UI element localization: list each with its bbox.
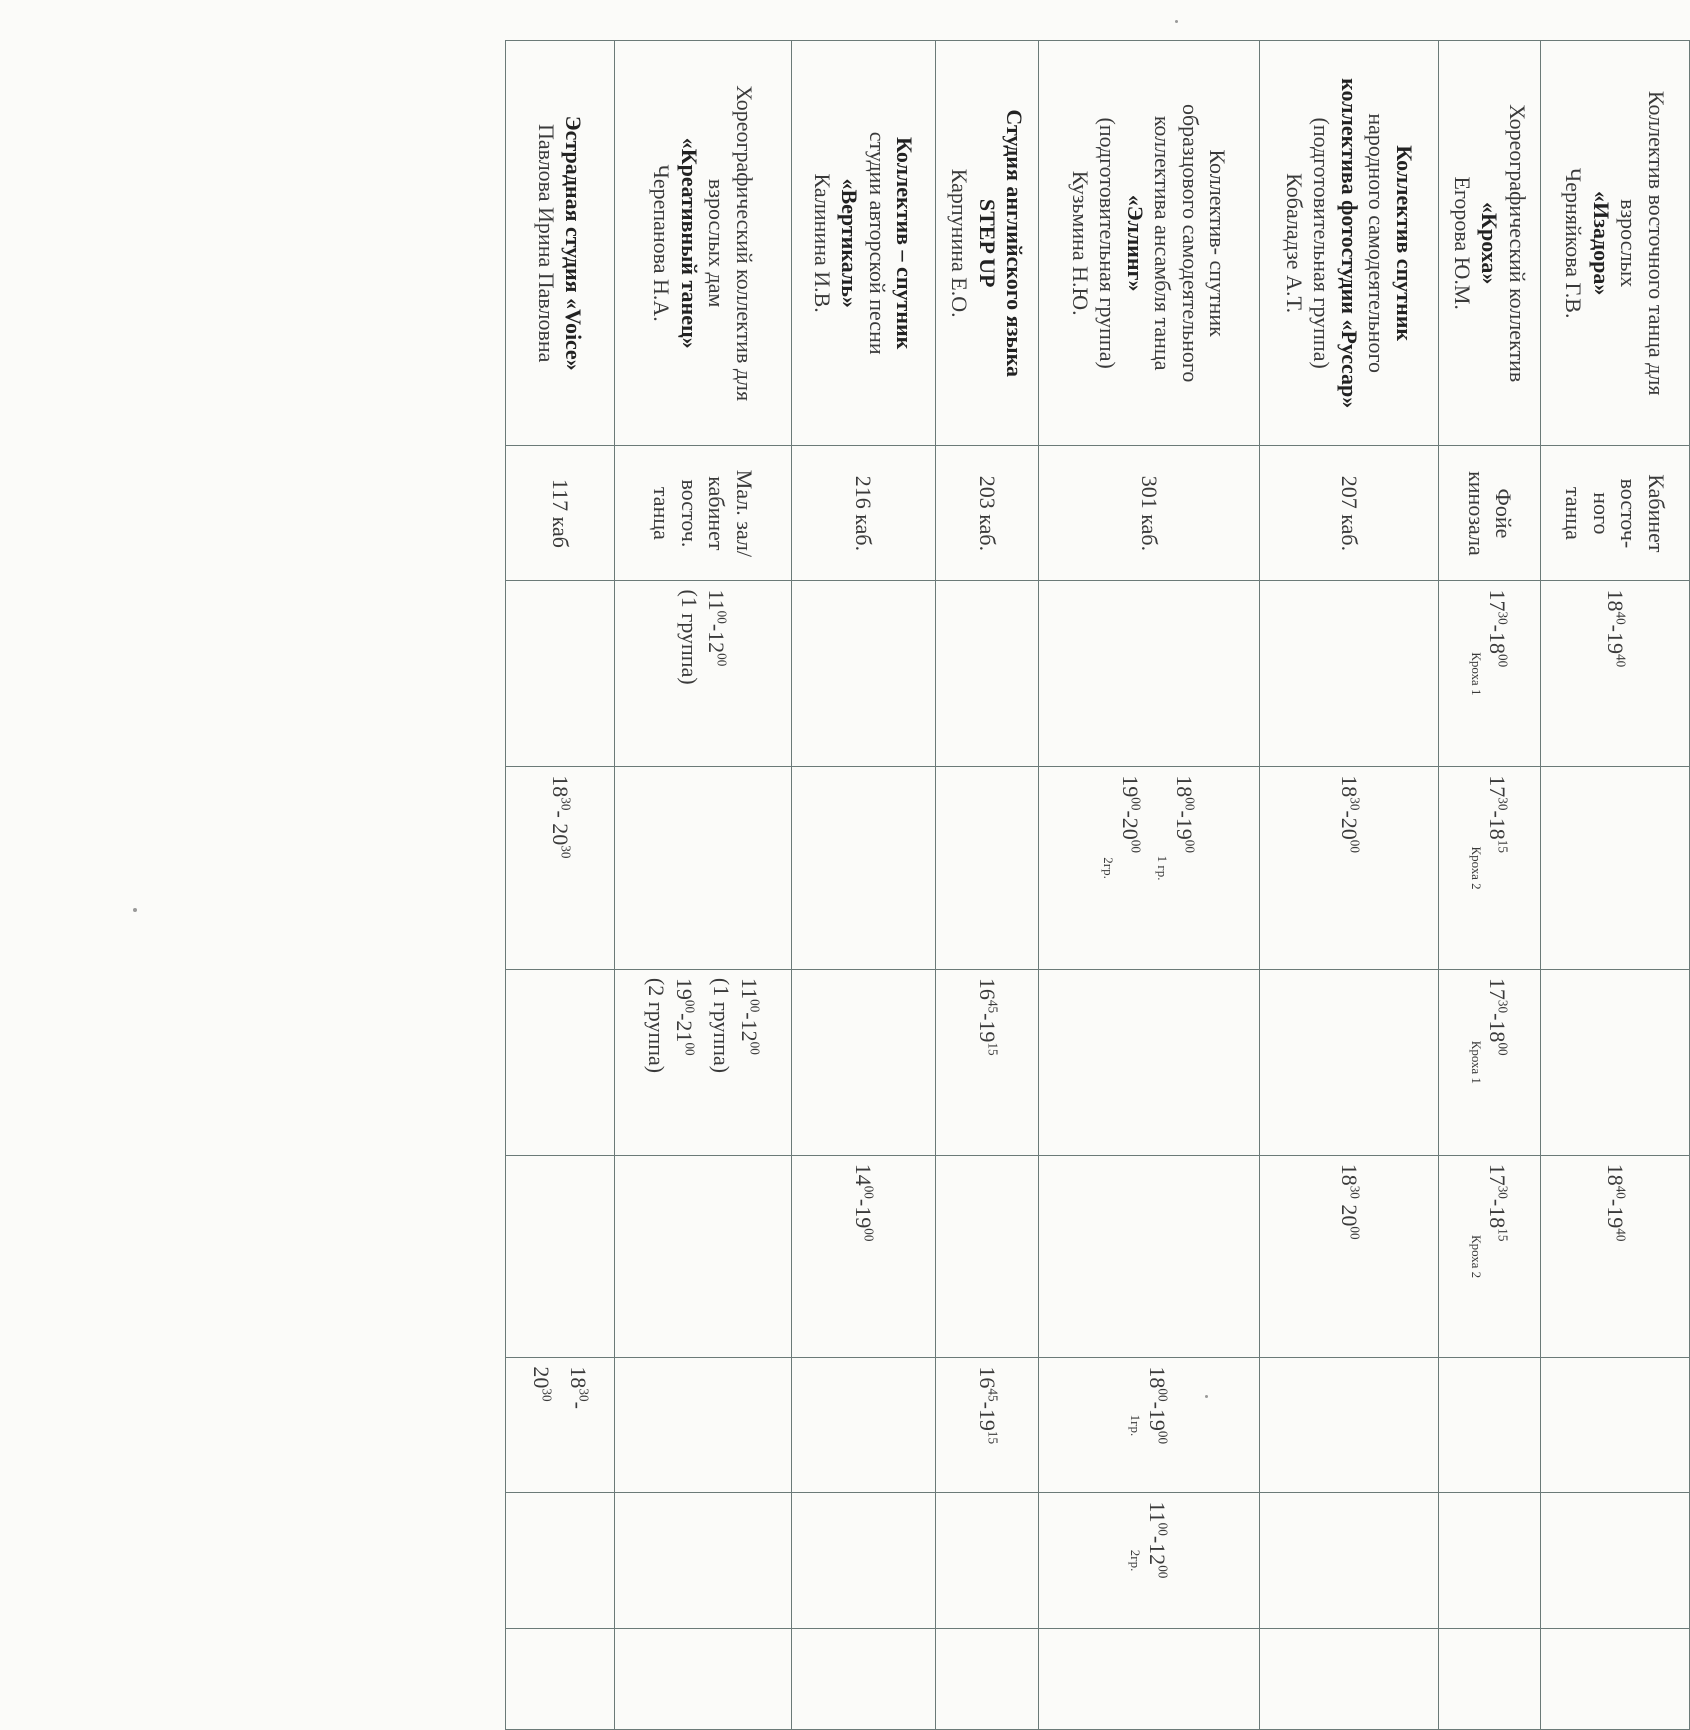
collective-line: Калинина И.В. (808, 49, 836, 437)
time-slot (1335, 1164, 1363, 1350)
time-slot (973, 978, 1001, 1147)
time-slot (1484, 775, 1512, 961)
group-note: Кроха 1 (1468, 589, 1484, 758)
room-cell (1260, 446, 1439, 581)
time-minutes: 30 (577, 1388, 592, 1401)
time-hours: -12 (737, 1012, 762, 1041)
time-cell (1038, 1628, 1260, 1729)
time-hours: 20 (1337, 1199, 1362, 1227)
time-hours: 18 (566, 1366, 591, 1388)
time-hours: 18 (1172, 775, 1197, 797)
time-cell (1038, 581, 1260, 767)
room-line: ного (1587, 454, 1615, 572)
time-hours: 19 (672, 978, 697, 1000)
time-slot (735, 978, 763, 1147)
time-slot (1335, 775, 1363, 961)
time-hours: 18 (1603, 589, 1628, 611)
room-line: восточ- (1615, 454, 1643, 572)
time-minutes: 30 (1496, 611, 1511, 624)
time-minutes: 00 (1496, 654, 1511, 667)
time-hours: 14 (851, 1164, 876, 1186)
slot-gap (1144, 775, 1154, 961)
group-note: Кроха 2 (1468, 775, 1484, 961)
room-cell (1038, 446, 1260, 581)
time-slot (1601, 589, 1629, 758)
collective-line: народного самодеятельного (1363, 49, 1391, 437)
time-hours: -18 (1485, 1013, 1510, 1042)
time-cell (1540, 1358, 1689, 1493)
collective-line: Коллектив- спутник (1204, 49, 1232, 437)
collective-line: коллектива ансамбля танца (1149, 49, 1177, 437)
collective-line: Егорова Ю.М. (1448, 49, 1476, 437)
time-minutes: 00 (1155, 1431, 1170, 1444)
time-hours: -19 (1145, 1402, 1170, 1431)
room-cell (1540, 446, 1689, 581)
time-cell (1038, 767, 1260, 970)
time-minutes: 00 (1155, 1388, 1170, 1401)
time-cell (506, 1358, 615, 1493)
group-note: Кроха 1 (1468, 978, 1484, 1147)
time-slot (1116, 775, 1144, 961)
room-line: восточ. (675, 454, 703, 572)
time-hours: -19 (975, 1013, 1000, 1042)
schedule-row (1038, 41, 1260, 1730)
collective-line: Черняйкова Г.В. (1560, 49, 1588, 437)
time-cell (614, 1493, 791, 1628)
schedule-row (791, 41, 936, 1730)
room-line: 117 каб (546, 454, 574, 572)
time-hours: 16 (975, 1366, 1000, 1388)
time-hours: -18 (1485, 810, 1510, 839)
time-minutes: 15 (985, 1042, 1000, 1055)
room-line: танца (1560, 454, 1588, 572)
room-line: 203 каб. (973, 454, 1001, 572)
time-cell (1439, 1628, 1541, 1729)
time-cell (1260, 1155, 1439, 1358)
schedule-row (506, 41, 615, 1730)
time-cell (1540, 1628, 1689, 1729)
time-hours: - 20 (548, 810, 573, 845)
time-minutes: 00 (1155, 1565, 1170, 1578)
collective-line: (подготовительная группа) (1308, 49, 1336, 437)
time-cell (506, 581, 615, 767)
schedule-row (614, 41, 791, 1730)
time-cell (1260, 969, 1439, 1155)
group-note: (1 группа) (708, 978, 736, 1147)
group-note: (1 группа) (675, 589, 703, 758)
time-cell (791, 767, 936, 970)
time-cell (936, 1358, 1038, 1493)
time-minutes: 00 (862, 1228, 877, 1241)
time-hours: 17 (1485, 1164, 1510, 1186)
time-hours: -19 (1603, 625, 1628, 654)
time-hours: 18 (1337, 775, 1362, 797)
time-cell (614, 1358, 791, 1493)
group-note: Кроха 2 (1468, 1164, 1484, 1350)
time-slot (850, 1164, 878, 1350)
collective-line: Студия английского языка (1001, 49, 1029, 437)
time-minutes: 00 (862, 1186, 877, 1199)
time-slot (670, 978, 698, 1147)
group-note: 1 гр. (1154, 775, 1170, 961)
time-cell (506, 1155, 615, 1358)
time-hours: -19 (975, 1402, 1000, 1431)
time-cell (791, 581, 936, 767)
time-cell (936, 1628, 1038, 1729)
time-hours: - (566, 1402, 591, 1409)
group-note: 2гр. (1100, 775, 1116, 961)
time-cell (936, 1493, 1038, 1628)
collective-line: «Кроха» (1476, 49, 1504, 437)
time-hours: -21 (672, 1013, 697, 1042)
time-cell (506, 969, 615, 1155)
time-cell (614, 969, 791, 1155)
collective-line: Черепанова Н.А. (648, 49, 676, 437)
time-hours: -12 (1145, 1536, 1170, 1565)
time-hours: 17 (1485, 978, 1510, 1000)
time-slot (1484, 978, 1512, 1147)
time-cell (936, 767, 1038, 970)
time-cell (791, 1493, 936, 1628)
time-cell (1439, 1358, 1541, 1493)
schedule-sheet (505, 40, 1690, 1730)
time-minutes: 00 (714, 653, 729, 666)
collective-cell (614, 41, 791, 446)
room-cell (614, 446, 791, 581)
time-minutes: 30 (1347, 1186, 1362, 1199)
time-cell (1038, 1493, 1260, 1628)
collective-line: «Эллинг» (1121, 49, 1149, 437)
room-line: Кабинет (1642, 454, 1670, 572)
time-minutes: 30 (558, 845, 573, 858)
time-slot (1484, 589, 1512, 758)
time-cell (1439, 1493, 1541, 1628)
time-hours: 11 (1145, 1501, 1170, 1522)
collective-line: «Изадора» (1587, 49, 1615, 437)
time-cell (1260, 1493, 1439, 1628)
time-hours: -18 (1485, 1199, 1510, 1228)
time-cell (1540, 1493, 1689, 1628)
time-minutes: 00 (714, 611, 729, 624)
time-hours: -20 (1337, 810, 1362, 839)
collective-line: Коллектив – спутник (891, 49, 919, 437)
time-cell (936, 581, 1038, 767)
time-hours: 17 (1485, 775, 1510, 797)
time-cell (1439, 581, 1541, 767)
time-minutes: 30 (1496, 1186, 1511, 1199)
time-minutes: 00 (1496, 1042, 1511, 1055)
collective-cell (1439, 41, 1541, 446)
time-cell (506, 1628, 615, 1729)
time-hours: -20 (1118, 810, 1143, 839)
room-cell (1439, 446, 1541, 581)
schedule-table (505, 40, 1690, 1730)
time-hours: -19 (1172, 810, 1197, 839)
time-slot (1143, 1366, 1171, 1484)
time-minutes: 30 (1496, 1000, 1511, 1013)
scan-speck (1205, 1395, 1208, 1398)
time-slot (703, 589, 731, 758)
time-slot (1143, 1501, 1171, 1619)
schedule-row (1439, 41, 1541, 1730)
time-cell (791, 1155, 936, 1358)
slot-gap (698, 978, 708, 1147)
collective-cell (1038, 41, 1260, 446)
collective-cell (1540, 41, 1689, 446)
collective-line: Коллектив восточного танца для (1642, 49, 1670, 437)
schedule-body (506, 41, 1690, 1730)
time-minutes: 00 (1347, 840, 1362, 853)
time-minutes: 00 (682, 1042, 697, 1055)
room-line: кабинет (703, 454, 731, 572)
time-cell (614, 581, 791, 767)
time-cell (614, 767, 791, 970)
collective-line: студии авторской песни (863, 49, 891, 437)
collective-line: (подготовительная группа) (1094, 49, 1122, 437)
collective-line: Кобаладзе А.Т. (1280, 49, 1308, 437)
time-cell (791, 969, 936, 1155)
schedule-row (1540, 41, 1689, 1730)
time-hours: 20 (529, 1366, 554, 1388)
time-minutes: 40 (1613, 654, 1628, 667)
time-minutes: 15 (1496, 1228, 1511, 1241)
time-hours: -12 (704, 624, 729, 653)
time-cell (791, 1358, 936, 1493)
time-cell (936, 1155, 1038, 1358)
time-cell (936, 969, 1038, 1155)
collective-line: коллектива фотостудии «Руссар» (1335, 49, 1363, 437)
collective-line: Хореографический коллектив (1503, 49, 1531, 437)
time-minutes: 00 (747, 1042, 762, 1055)
time-hours: 18 (1337, 1164, 1362, 1186)
time-minutes: 00 (1128, 797, 1143, 810)
time-cell (1540, 969, 1689, 1155)
time-hours: 18 (548, 775, 573, 797)
collective-line: Эстрадная студия «Voice» (560, 49, 588, 437)
time-hours: -19 (1603, 1199, 1628, 1228)
room-line: 301 каб. (1135, 454, 1163, 572)
time-cell (1260, 581, 1439, 767)
group-note: (2 группа) (643, 978, 671, 1147)
time-minutes: 00 (1182, 797, 1197, 810)
time-minutes: 15 (985, 1431, 1000, 1444)
time-hours: 18 (1145, 1366, 1170, 1388)
group-note: 2гр. (1127, 1501, 1143, 1619)
time-cell (1260, 767, 1439, 970)
time-cell (614, 1628, 791, 1729)
time-minutes: 30 (1496, 797, 1511, 810)
time-cell (506, 1493, 615, 1628)
time-minutes: 00 (1347, 1226, 1362, 1239)
room-cell (791, 446, 936, 581)
time-slot (527, 1366, 555, 1484)
collective-line: образцового самодеятельного (1176, 49, 1204, 437)
scan-speck (1175, 20, 1178, 23)
collective-line: «Креативный танец» (675, 49, 703, 437)
time-cell (1260, 1358, 1439, 1493)
collective-line: взрослых (1615, 49, 1643, 437)
time-minutes: 45 (985, 1000, 1000, 1013)
time-minutes: 00 (1128, 840, 1143, 853)
room-line: 216 каб. (850, 454, 878, 572)
time-minutes: 00 (682, 1000, 697, 1013)
slot-gap (555, 1366, 565, 1484)
collective-cell (791, 41, 936, 446)
room-line: 207 каб. (1335, 454, 1363, 572)
time-hours: 19 (1118, 775, 1143, 797)
time-minutes: 40 (1613, 1228, 1628, 1241)
collective-line: Павлова Ирина Павловна (532, 49, 560, 437)
time-minutes: 40 (1613, 611, 1628, 624)
time-minutes: 30 (558, 797, 573, 810)
time-minutes: 45 (985, 1388, 1000, 1401)
collective-line: «Вертикаль» (836, 49, 864, 437)
time-hours: 17 (1485, 589, 1510, 611)
collective-line: Коллектив спутник (1390, 49, 1418, 437)
collective-cell (936, 41, 1038, 446)
time-minutes: 40 (1613, 1186, 1628, 1199)
time-cell (1540, 1155, 1689, 1358)
schedule-row (1260, 41, 1439, 1730)
time-minutes: 00 (1182, 840, 1197, 853)
collective-line: Кузьмина Н.Ю. (1066, 49, 1094, 437)
room-line: Фойе (1490, 454, 1518, 572)
time-cell (1439, 969, 1541, 1155)
time-cell (614, 1155, 791, 1358)
time-cell (1038, 1155, 1260, 1358)
time-minutes: 00 (747, 999, 762, 1012)
time-cell (1540, 767, 1689, 970)
time-slot (546, 775, 574, 961)
time-hours: 16 (975, 978, 1000, 1000)
time-hours: 11 (737, 978, 762, 999)
time-slot (1170, 775, 1198, 961)
collective-line: STEP UP (973, 49, 1001, 437)
room-cell (506, 446, 615, 581)
time-minutes: 00 (1155, 1523, 1170, 1536)
collective-line: взрослых дам (703, 49, 731, 437)
scan-speck (133, 908, 137, 912)
time-slot (1601, 1164, 1629, 1350)
group-note: 1гр. (1127, 1366, 1143, 1484)
time-minutes: 30 (539, 1388, 554, 1401)
time-hours: -19 (851, 1199, 876, 1228)
collective-cell (506, 41, 615, 446)
time-hours: 18 (1603, 1164, 1628, 1186)
time-cell (1260, 1628, 1439, 1729)
room-cell (936, 446, 1038, 581)
time-cell (791, 1628, 936, 1729)
collective-cell (1260, 41, 1439, 446)
time-slot (1484, 1164, 1512, 1350)
room-line: танца (648, 454, 676, 572)
time-slot (565, 1366, 593, 1484)
room-line: кинозала (1462, 454, 1490, 572)
time-cell (1540, 581, 1689, 767)
time-minutes: 15 (1496, 840, 1511, 853)
time-minutes: 30 (1347, 797, 1362, 810)
time-cell (1038, 969, 1260, 1155)
time-cell (1439, 1155, 1541, 1358)
schedule-row (936, 41, 1038, 1730)
time-hours: 11 (704, 589, 729, 610)
time-slot (973, 1366, 1001, 1484)
time-cell (506, 767, 615, 970)
time-cell (1038, 1358, 1260, 1493)
time-cell (1439, 767, 1541, 970)
collective-line: Хореографический коллектив для (730, 49, 758, 437)
room-line: Мал. зал/ (730, 454, 758, 572)
time-hours: -18 (1485, 625, 1510, 654)
collective-line: Карпунина Е.О. (946, 49, 974, 437)
